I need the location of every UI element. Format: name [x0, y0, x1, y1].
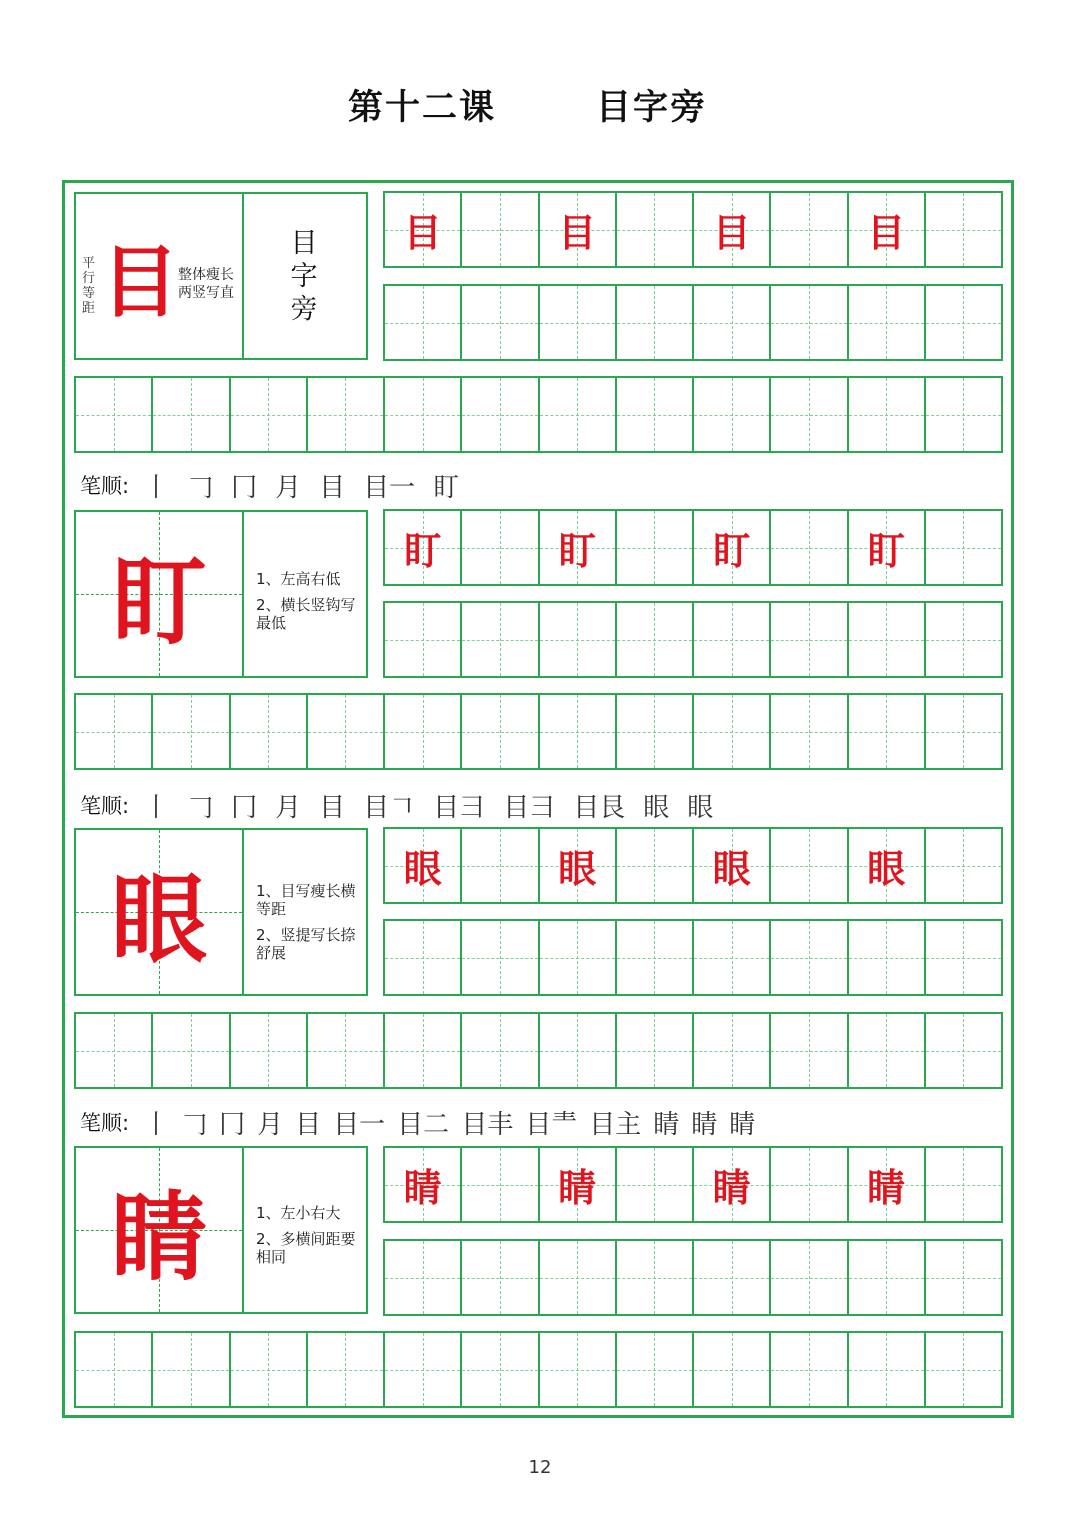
stroke-step: 目艮	[573, 792, 626, 823]
tip-1: 1、左高右低	[256, 570, 341, 588]
intro-character: 目	[100, 237, 179, 328]
grid-cell	[385, 603, 462, 678]
grid-cell	[771, 603, 848, 678]
grid-cell	[308, 1014, 385, 1089]
intro-notes	[178, 266, 234, 302]
grid-cell	[76, 1333, 153, 1408]
grid-cell	[694, 511, 771, 586]
lesson-title: 第十二课	[348, 88, 497, 128]
grid-cell	[849, 378, 926, 453]
practice-grid-row-2	[383, 919, 1003, 996]
grid-cell	[771, 378, 848, 453]
practice-grid-intro-row-2	[383, 284, 1003, 361]
model-practice-char: 睛	[712, 1165, 751, 1210]
stroke-step: 目	[319, 472, 346, 503]
grid-cell	[540, 1333, 617, 1408]
grid-cell	[849, 1014, 926, 1089]
practice-grid-row-3	[74, 693, 1003, 770]
model-practice-char: 睛	[403, 1165, 442, 1210]
grid-cell	[926, 1014, 1003, 1089]
grid-cell	[849, 286, 926, 361]
model-practice-char: 盯	[558, 528, 597, 573]
grid-cell	[540, 921, 617, 996]
grid-cell	[385, 829, 462, 904]
grid-cell	[926, 511, 1003, 586]
grid-cell	[849, 921, 926, 996]
grid-cell	[385, 1148, 462, 1223]
stroke-step: 𠃌	[187, 472, 214, 503]
stroke-step: 目丰	[461, 1109, 514, 1140]
practice-grid-intro-row-1	[383, 191, 1003, 268]
grid-cell	[617, 1333, 694, 1408]
grid-cell	[926, 603, 1003, 678]
grid-cell	[462, 193, 539, 268]
model-practice-char: 盯	[712, 528, 751, 573]
grid-cell	[540, 1241, 617, 1316]
grid-cell	[385, 193, 462, 268]
grid-cell	[771, 193, 848, 268]
grid-cell	[926, 1333, 1003, 1408]
stroke-step: 眼	[687, 792, 714, 823]
model-practice-char: 目	[403, 210, 442, 255]
model-char-box	[74, 510, 368, 678]
stroke-step: 目⺕	[433, 792, 486, 823]
grid-cell	[540, 603, 617, 678]
stroke-step: 月	[257, 1109, 284, 1140]
grid-cell	[540, 193, 617, 268]
grid-cell	[76, 378, 153, 453]
grid-cell	[462, 695, 539, 770]
model-divider	[242, 512, 244, 676]
intro-note-2: 两竖写直	[178, 285, 234, 301]
grid-cell	[540, 1014, 617, 1089]
model-practice-char: 目	[867, 210, 906, 255]
grid-cell	[231, 1014, 308, 1089]
stroke-order-row	[80, 1102, 767, 1142]
grid-cell	[771, 1014, 848, 1089]
writing-tips	[256, 1204, 358, 1274]
grid-cell	[849, 1333, 926, 1408]
model-character: 盯	[111, 544, 207, 658]
intro-box	[74, 192, 368, 360]
stroke-step: 眼	[643, 792, 670, 823]
grid-cell	[771, 286, 848, 361]
stroke-order-sequence	[143, 787, 731, 824]
practice-grid-row-2	[383, 1239, 1003, 1316]
grid-cell	[540, 286, 617, 361]
grid-cell	[308, 1333, 385, 1408]
grid-cell	[385, 1014, 462, 1089]
stroke-order-label: 笔顺:	[80, 794, 130, 818]
grid-cell	[462, 1014, 539, 1089]
model-practice-char: 睛	[558, 1165, 597, 1210]
grid-cell	[771, 1241, 848, 1316]
stroke-step: 目一	[333, 1109, 386, 1140]
grid-cell	[694, 829, 771, 904]
grid-cell	[849, 695, 926, 770]
practice-grid-row-1	[383, 827, 1003, 904]
model-practice-char: 眼	[558, 846, 597, 891]
grid-cell	[771, 921, 848, 996]
stroke-step: 睛	[653, 1109, 680, 1140]
tip-1: 1、目写瘦长横等距	[256, 882, 356, 918]
grid-cell	[153, 1333, 230, 1408]
grid-cell	[694, 1148, 771, 1223]
model-practice-char: 目	[558, 210, 597, 255]
stroke-step: 丨	[143, 792, 170, 823]
stroke-step: 目彐	[503, 792, 556, 823]
radical-name-text: 目字旁	[290, 227, 318, 325]
grid-cell	[926, 1241, 1003, 1316]
grid-cell	[617, 695, 694, 770]
grid-cell	[849, 193, 926, 268]
stroke-step: 冂	[219, 1109, 246, 1140]
grid-cell	[694, 1014, 771, 1089]
grid-cell	[462, 921, 539, 996]
grid-cell	[385, 378, 462, 453]
grid-cell	[617, 829, 694, 904]
grid-cell	[462, 1333, 539, 1408]
grid-cell	[462, 603, 539, 678]
grid-cell	[617, 603, 694, 678]
grid-cell	[926, 378, 1003, 453]
grid-cell	[540, 829, 617, 904]
tip-2: 2、多横间距要相同	[256, 1230, 356, 1266]
grid-cell	[462, 1241, 539, 1316]
grid-cell	[462, 286, 539, 361]
grid-cell	[385, 1241, 462, 1316]
writing-tips	[256, 570, 358, 640]
stroke-step: 丨	[143, 1109, 170, 1140]
grid-cell	[926, 921, 1003, 996]
stroke-step: 目𠃍	[363, 792, 416, 823]
stroke-step: 睛	[691, 1109, 718, 1140]
model-divider	[242, 830, 244, 994]
stroke-step: 目	[319, 792, 346, 823]
grid-cell	[694, 1333, 771, 1408]
grid-cell	[462, 829, 539, 904]
grid-cell	[231, 378, 308, 453]
practice-grid-row-1	[383, 1146, 1003, 1223]
grid-cell	[926, 829, 1003, 904]
model-practice-char: 目	[712, 210, 751, 255]
stroke-order-label: 笔顺:	[80, 474, 130, 498]
grid-cell	[771, 511, 848, 586]
grid-cell	[385, 286, 462, 361]
grid-cell	[231, 1333, 308, 1408]
stroke-order-sequence	[143, 467, 477, 504]
grid-cell	[540, 695, 617, 770]
model-divider	[242, 1148, 244, 1312]
tip-2: 2、竖提写长捺舒展	[256, 926, 356, 962]
model-character: 睛	[111, 1180, 207, 1294]
grid-cell	[849, 1241, 926, 1316]
grid-cell	[849, 603, 926, 678]
grid-cell	[771, 1333, 848, 1408]
intro-note-1: 整体瘦长	[178, 267, 234, 283]
grid-cell	[771, 695, 848, 770]
practice-grid-row-2	[383, 601, 1003, 678]
grid-cell	[926, 695, 1003, 770]
stroke-order-row	[80, 465, 477, 505]
grid-cell	[694, 286, 771, 361]
stroke-step: 目主	[589, 1109, 642, 1140]
grid-cell	[849, 1148, 926, 1223]
grid-cell	[385, 511, 462, 586]
grid-cell	[385, 695, 462, 770]
grid-cell	[385, 921, 462, 996]
tip-2: 2、横长竖钩写最低	[256, 596, 356, 632]
grid-cell	[385, 1333, 462, 1408]
grid-cell	[926, 286, 1003, 361]
grid-cell	[153, 1014, 230, 1089]
model-practice-char: 睛	[867, 1165, 906, 1210]
stroke-step: 月	[275, 472, 302, 503]
grid-cell	[617, 1014, 694, 1089]
grid-cell	[540, 378, 617, 453]
grid-cell	[926, 1148, 1003, 1223]
grid-cell	[694, 378, 771, 453]
grid-cell	[694, 193, 771, 268]
grid-cell	[771, 829, 848, 904]
stroke-step: 月	[275, 792, 302, 823]
practice-grid-row-3	[74, 1012, 1003, 1089]
grid-cell	[617, 511, 694, 586]
stroke-step: 目二	[397, 1109, 450, 1140]
grid-cell	[849, 511, 926, 586]
stroke-step: 目龶	[525, 1109, 578, 1140]
stroke-step: 𠃌	[187, 792, 214, 823]
practice-grid-row-1	[383, 509, 1003, 586]
grid-cell	[694, 695, 771, 770]
model-practice-char: 盯	[403, 528, 442, 573]
stroke-step: 目	[295, 1109, 322, 1140]
grid-cell	[926, 193, 1003, 268]
model-char-box	[74, 1146, 368, 1314]
grid-cell	[694, 1241, 771, 1316]
grid-cell	[694, 603, 771, 678]
model-practice-char: 眼	[403, 846, 442, 891]
stroke-step: 目一	[363, 472, 416, 503]
model-character: 眼	[111, 862, 207, 976]
grid-cell	[76, 1014, 153, 1089]
stroke-order-sequence	[143, 1104, 767, 1141]
grid-cell	[76, 695, 153, 770]
grid-cell	[462, 1148, 539, 1223]
radical-name	[242, 194, 366, 358]
grid-cell	[849, 829, 926, 904]
page-title	[0, 80, 1080, 136]
grid-cell	[308, 378, 385, 453]
stroke-step: 𠃌	[181, 1109, 208, 1140]
grid-cell	[617, 1241, 694, 1316]
grid-cell	[771, 1148, 848, 1223]
topic-title: 目字旁	[596, 88, 708, 128]
stroke-step: 冂	[231, 792, 258, 823]
grid-cell	[617, 921, 694, 996]
grid-cell	[617, 1148, 694, 1223]
grid-cell	[540, 511, 617, 586]
grid-cell	[617, 193, 694, 268]
grid-cell	[540, 1148, 617, 1223]
page-number: 12	[528, 1457, 552, 1478]
stroke-order-row	[80, 785, 731, 825]
grid-cell	[462, 378, 539, 453]
model-practice-char: 眼	[712, 846, 751, 891]
stroke-order-label: 笔顺:	[80, 1111, 130, 1135]
grid-cell	[153, 378, 230, 453]
grid-cell	[231, 695, 308, 770]
stroke-step: 盯	[433, 472, 460, 503]
tip-1: 1、左小右大	[256, 1204, 341, 1222]
grid-cell	[617, 286, 694, 361]
model-char-box	[74, 828, 368, 996]
stroke-step: 丨	[143, 472, 170, 503]
practice-grid-row-3	[74, 1331, 1003, 1408]
grid-cell	[153, 695, 230, 770]
grid-cell	[694, 921, 771, 996]
stroke-step: 冂	[231, 472, 258, 503]
practice-grid-intro-row-3	[74, 376, 1003, 453]
grid-cell	[617, 378, 694, 453]
writing-tips	[256, 882, 358, 970]
model-practice-char: 眼	[867, 846, 906, 891]
intro-side-note: 平行等距	[82, 256, 96, 316]
grid-cell	[462, 511, 539, 586]
stroke-step: 睛	[729, 1109, 756, 1140]
grid-cell	[308, 695, 385, 770]
model-practice-char: 盯	[867, 528, 906, 573]
